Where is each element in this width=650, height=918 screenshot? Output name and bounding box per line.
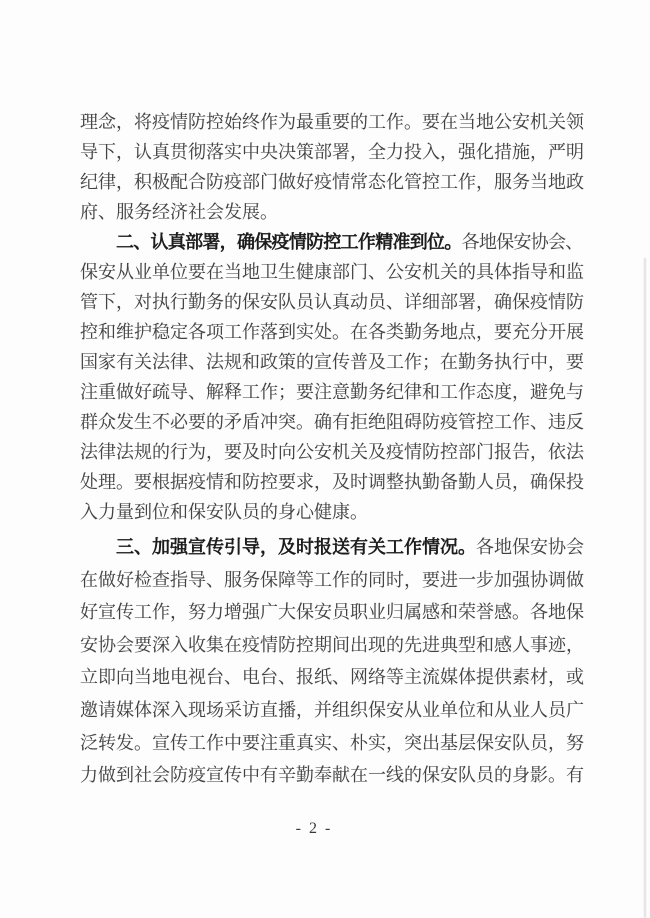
text-line: 注重做好疏导、解释工作；要注意勤务纪律和工作态度，避免与 — [80, 382, 584, 402]
paragraph-section-2 — [80, 227, 588, 527]
text-line — [80, 227, 588, 257]
text-line: 邀请媒体深入现场采访直播，并组织保安从业单位和从业人员广 — [80, 699, 584, 720]
text-line: 导下，认真贯彻落实中央决策部署，全力投入，强化措施，严明 — [80, 142, 584, 162]
text-line: 国家有关法律、法规和政策的宣传普及工作；在勤务执行中，要 — [80, 352, 584, 372]
paragraph-section-3 — [80, 531, 588, 792]
section-heading: 二、认真部署，确保疫情防控工作精准到位。 — [116, 232, 462, 252]
text-line: 法律法规的行为，要及时向公安机关及疫情防控部门报告，依法 — [80, 442, 584, 462]
text-line: 管下，对执行勤务的保安队员认真动员、详细部署，确保疫情防 — [80, 292, 584, 312]
text-line: 群众发生不必要的矛盾冲突。确有拒绝阻碍防疫管控工作、违反 — [80, 412, 584, 432]
text-line: 府、服务经济社会发展。 — [80, 202, 278, 222]
document-text-block — [80, 107, 588, 792]
section-heading: 三、加强宣传引导，及时报送有关工作情况。 — [116, 537, 476, 557]
text-line: 保安从业单位要在当地卫生健康部门、公安机关的具体指导和监 — [80, 262, 584, 282]
body-text: 各地保安协会、 — [461, 232, 583, 252]
text-line: 泛转发。宣传工作中要注重真实、朴实，突出基层保安队员，努 — [80, 732, 584, 753]
text-line: 力做到社会防疫宣传中有辛勤奉献在一线的保安队员的身影。有 — [80, 765, 584, 786]
paragraph-intro-continuation — [80, 107, 588, 227]
text-line — [80, 531, 588, 564]
text-line: 立即向当地电视台、电台、报纸、网络等主流媒体提供素材，或 — [80, 667, 584, 688]
text-line: 处理。要根据疫情和防控要求，及时调整执勤备勤人员，确保投 — [80, 472, 584, 492]
text-line: 控和维护稳定各项工作落到实处。在各类勤务地点，要充分开展 — [80, 322, 584, 342]
text-line: 好宣传工作，努力增强广大保安员职业归属感和荣誉感。各地保 — [80, 602, 584, 623]
scan-edge-artifact — [644, 258, 646, 918]
text-line: 入力量到位和保安队员的身心健康。 — [80, 502, 368, 522]
text-line: 理念，将疫情防控始终作为最重要的工作。要在当地公安机关领 — [80, 112, 584, 132]
body-text: 各地保安协会 — [476, 537, 584, 557]
text-line: 纪律，积极配合防疫部门做好疫情常态化管控工作，服务当地政 — [80, 172, 584, 192]
text-line: 安协会要深入收集在疫情防控期间出现的先进典型和感人事迹， — [80, 634, 584, 655]
text-line: 在做好检查指导、服务保障等工作的同时，要进一步加强协调做 — [80, 569, 584, 590]
page-number: - 2 - — [295, 820, 333, 837]
